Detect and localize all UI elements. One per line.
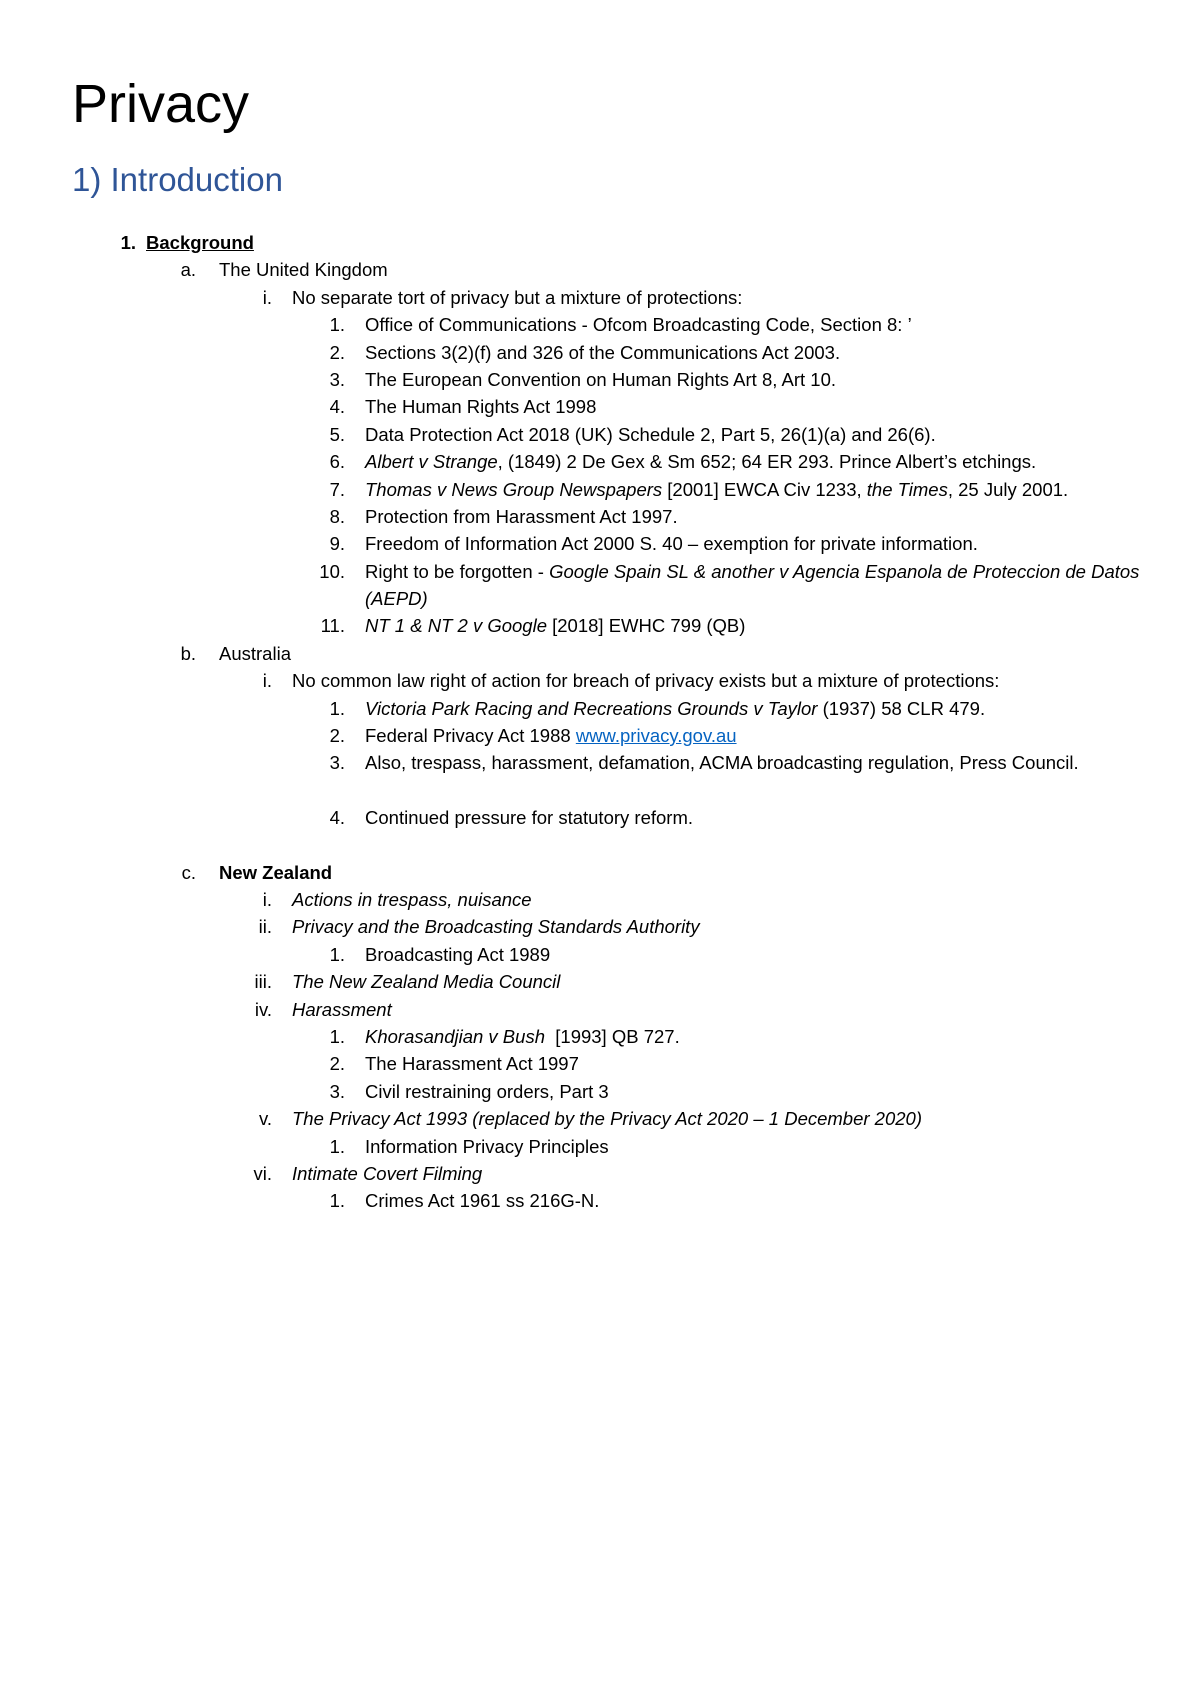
outline-list — [0, 229, 1200, 1215]
item-number: vi. — [253, 1162, 272, 1184]
case-name: Thomas v News Group Newspapers — [365, 478, 663, 500]
item-lead: Right to be forgotten - — [365, 560, 550, 582]
item-text: The Harassment Act 1997 — [365, 1053, 579, 1075]
item-number: 1. — [329, 314, 345, 336]
case-name: Albert v Strange — [365, 451, 498, 473]
outline-item-nz-v — [0, 1105, 1200, 1132]
item-text: Information Privacy Principles — [365, 1135, 609, 1157]
section-heading: 1) Introduction — [72, 161, 283, 198]
outline-item-nz-iv — [0, 996, 1200, 1023]
publication-name: the Times — [866, 478, 948, 500]
citation: (1937) 58 CLR 479. — [817, 697, 986, 719]
list-item — [0, 695, 1200, 722]
item-label: Actions in trespass, nuisance — [292, 889, 532, 911]
item-number: 9. — [329, 533, 345, 555]
item-number: 2. — [329, 725, 345, 747]
list-item — [0, 1187, 1200, 1214]
item-number: 1. — [329, 943, 345, 965]
citation: , (1849) 2 De Gex & Sm 652; 64 ER 293. Prince Albert’s etchings. — [497, 451, 1037, 473]
list-item — [0, 476, 1200, 503]
item-label: No common law right of action for breach of privacy exists but a mixture of protections: — [292, 670, 1000, 692]
citation-date: , 25 July 2001. — [947, 478, 1069, 500]
list-item — [0, 749, 1200, 804]
item-text — [365, 695, 1145, 722]
item-text: Crimes Act 1961 ss 216G-N. — [365, 1190, 600, 1212]
item-number: i. — [262, 889, 272, 911]
list-item — [0, 366, 1200, 393]
list-item — [0, 612, 1200, 639]
item-number: 2. — [329, 341, 345, 363]
item-text: The Human Rights Act 1998 — [365, 396, 597, 418]
item-text: Also, trespass, harassment, defamation, ACMA broadcasting regulation, Press Council. — [365, 752, 1079, 774]
outline-item-background — [0, 229, 1200, 256]
list-item — [0, 941, 1200, 968]
list-item — [0, 421, 1200, 448]
item-text — [365, 448, 1145, 475]
citation: [1993] QB 727. — [544, 1025, 680, 1047]
item-number: 4. — [329, 807, 345, 829]
spacer — [0, 832, 1200, 859]
list-item — [0, 339, 1200, 366]
item-number: 10. — [319, 560, 345, 582]
list-item — [0, 1078, 1200, 1105]
item-text — [365, 722, 1145, 749]
outline-item-new-zealand — [0, 859, 1200, 886]
item-number: a. — [180, 259, 196, 281]
item-number: 1. — [329, 1025, 345, 1047]
item-label: Australia — [219, 642, 291, 664]
list-item — [0, 448, 1200, 475]
item-text: Office of Communications - Ofcom Broadcasting Code, Section 8: ’ — [365, 314, 912, 336]
item-label: New Zealand — [219, 861, 333, 883]
item-number: i. — [262, 670, 272, 692]
item-label: The New Zealand Media Council — [292, 971, 561, 993]
item-number: v. — [258, 1108, 272, 1130]
item-number: 5. — [329, 423, 345, 445]
outline-item-nz-ii — [0, 913, 1200, 940]
privacy-gov-link[interactable]: www.privacy.gov.au — [575, 725, 737, 747]
item-number: iii. — [254, 971, 272, 993]
outline-item-uk-i — [0, 284, 1200, 311]
list-item — [0, 558, 1200, 613]
list-item — [0, 530, 1200, 557]
item-number: i. — [262, 286, 272, 308]
list-item — [0, 804, 1200, 831]
item-text: Data Protection Act 2018 (UK) Schedule 2, Part 5, 26(1)(a) and 26(6). — [365, 423, 936, 445]
case-name: NT 1 & NT 2 v Google — [365, 615, 547, 637]
item-text: Sections 3(2)(f) and 326 of the Communications Act 2003. — [365, 341, 841, 363]
item-number: 3. — [329, 368, 345, 390]
item-label: Privacy and the Broadcasting Standards Authority — [292, 916, 700, 938]
item-number: b. — [180, 642, 196, 664]
list-item — [0, 1023, 1200, 1050]
item-number: 1. — [329, 1135, 345, 1157]
item-label: Harassment — [292, 998, 392, 1020]
case-name: Victoria Park Racing and Recreations Grounds v Taylor — [365, 697, 818, 719]
item-number: 3. — [329, 1080, 345, 1102]
item-text: Freedom of Information Act 2000 S. 40 – exemption for private information. — [365, 533, 978, 555]
item-label: Intimate Covert Filming — [292, 1162, 483, 1184]
item-label: Background — [146, 232, 254, 253]
item-number: 1. — [120, 232, 136, 253]
item-label: The Privacy Act 1993 (replaced by the Privacy Act 2020 – 1 December 2020) — [292, 1108, 923, 1130]
item-number: 1. — [329, 697, 345, 719]
item-number: 7. — [329, 478, 345, 500]
item-number: 2. — [329, 1053, 345, 1075]
item-label: The United Kingdom — [219, 259, 388, 281]
list-item — [0, 393, 1200, 420]
item-number: 8. — [329, 505, 345, 527]
case-name: Google Spain SL & another v Agencia Espanola de Proteccion de Datos (AEPD) — [365, 560, 1140, 610]
outline-item-australia-i — [0, 667, 1200, 694]
outline-item-australia — [0, 640, 1200, 667]
item-number: 3. — [329, 752, 345, 774]
item-number: 1. — [329, 1190, 345, 1212]
item-label: No separate tort of privacy but a mixture of protections: — [292, 286, 743, 308]
citation: [2001] EWCA Civ 1233, — [662, 478, 867, 500]
document-title: Privacy — [72, 74, 250, 134]
item-text — [365, 1023, 1145, 1050]
item-text: Protection from Harassment Act 1997. — [365, 505, 678, 527]
item-text: Broadcasting Act 1989 — [365, 943, 551, 965]
outline-item-nz-vi — [0, 1160, 1200, 1187]
outline-item-uk — [0, 256, 1200, 283]
citation: [2018] EWHC 799 (QB) — [546, 615, 746, 637]
case-name: Khorasandjian v Bush — [365, 1025, 545, 1047]
item-number: c. — [181, 861, 196, 883]
item-text — [365, 476, 1145, 503]
item-number: ii. — [258, 916, 272, 938]
list-item — [0, 722, 1200, 749]
item-number: 6. — [329, 451, 345, 473]
item-text: The European Convention on Human Rights Art 8, Art 10. — [365, 368, 837, 390]
list-item — [0, 503, 1200, 530]
list-item — [0, 1050, 1200, 1077]
item-text: Continued pressure for statutory reform. — [365, 807, 694, 829]
item-number: 11. — [320, 615, 345, 637]
item-text — [365, 558, 1145, 613]
outline-item-nz-i — [0, 886, 1200, 913]
item-number: iv. — [254, 998, 272, 1020]
item-text — [365, 612, 1145, 639]
item-lead: Federal Privacy Act 1988 — [365, 725, 576, 747]
list-item — [0, 1133, 1200, 1160]
list-item — [0, 311, 1200, 338]
item-text: Civil restraining orders, Part 3 — [365, 1080, 609, 1102]
outline-item-nz-iii — [0, 968, 1200, 995]
item-number: 4. — [329, 396, 345, 418]
